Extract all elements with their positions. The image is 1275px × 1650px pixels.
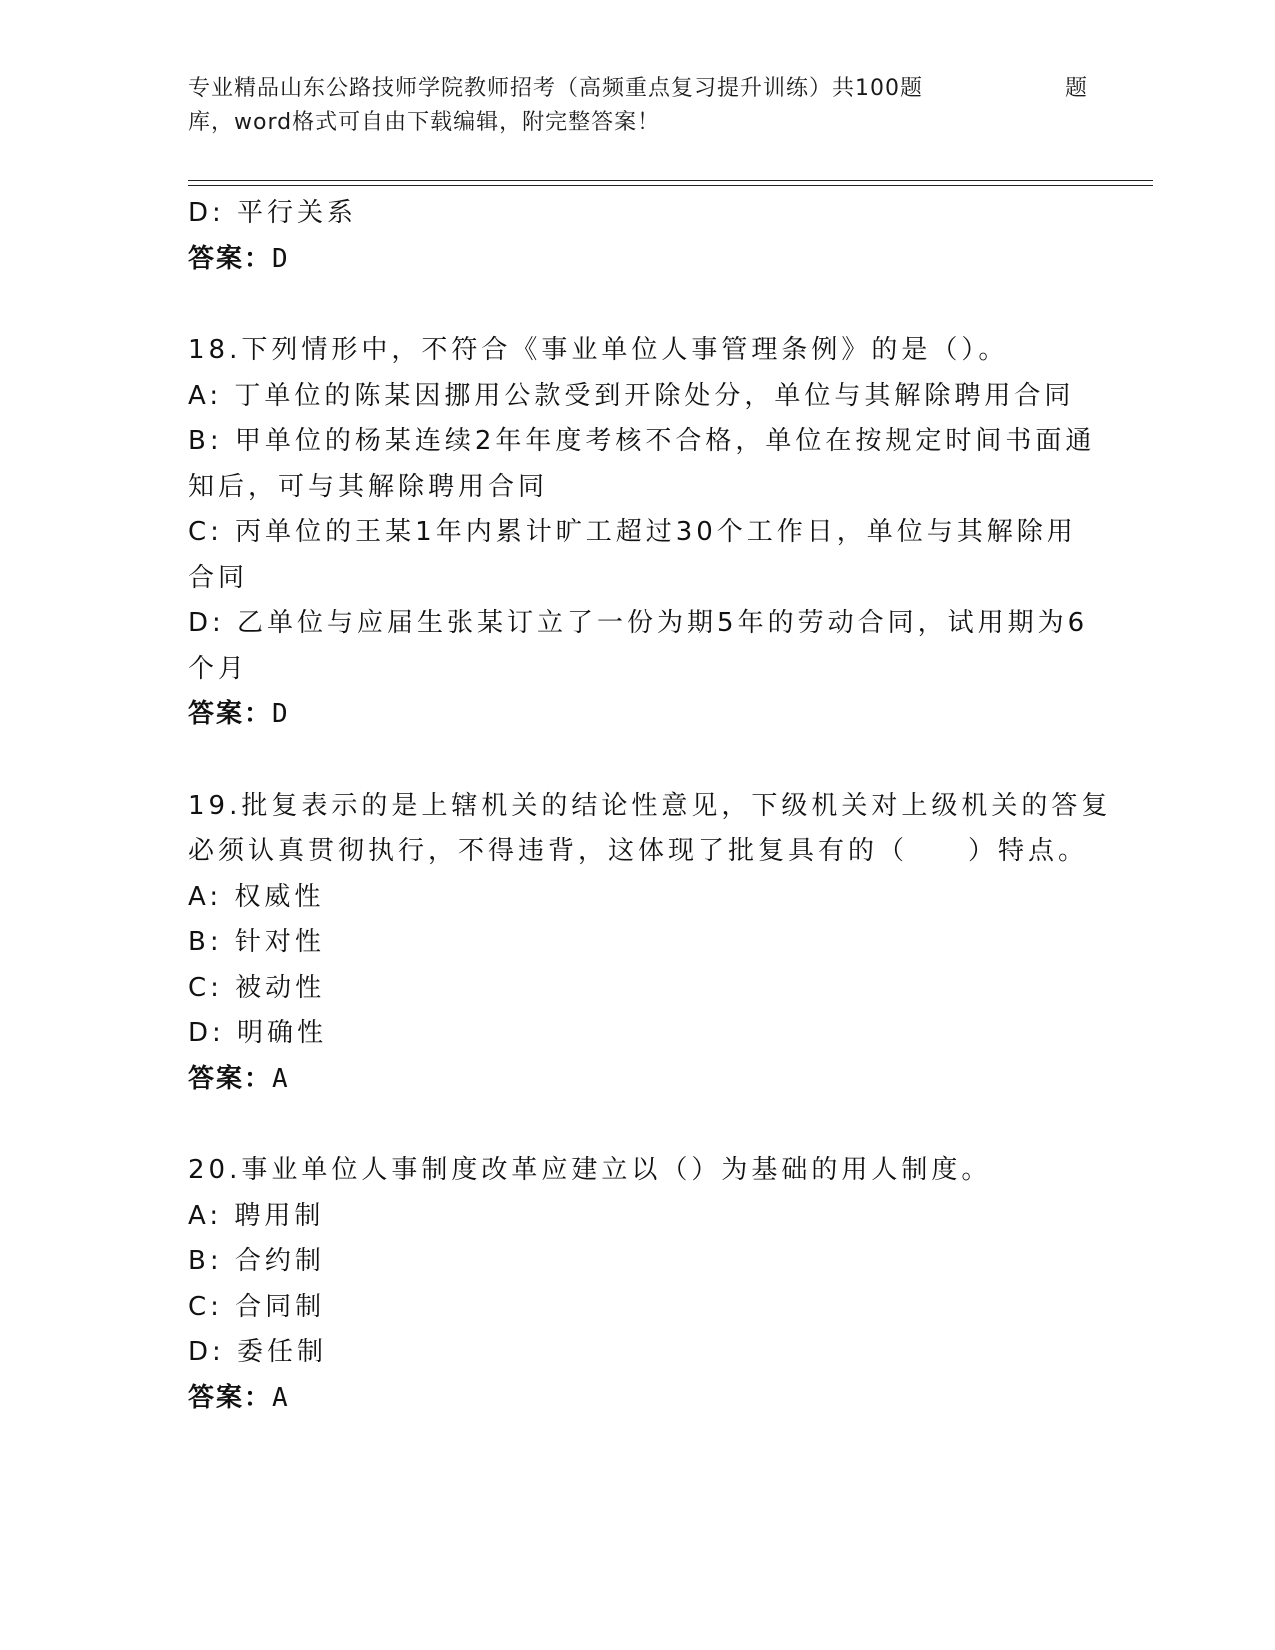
option-c-continued: 合同 <box>188 562 249 593</box>
question-text: 18.下列情形中，不符合《事业单位人事管理条例》的是（）。 <box>188 335 1009 365</box>
answer-line <box>188 1376 1088 1422</box>
answer-value: A <box>272 1063 290 1094</box>
option-a: A: 权威性 <box>188 881 325 912</box>
option-c: C: 合同制 <box>188 1291 326 1322</box>
question-text: 19.批复表示的是上辖机关的结论性意见，下级机关对上级机关的答复 <box>188 790 1112 821</box>
question-19 <box>188 784 1112 1103</box>
answer-line <box>188 237 1088 283</box>
answer-label: 答案： <box>188 1063 273 1094</box>
option-d: D: 明确性 <box>188 1018 328 1048</box>
answer-line <box>188 692 1088 738</box>
answer-label: 答案： <box>188 699 273 729</box>
answer-label: 答案： <box>188 243 273 274</box>
option-d-continued: 个月 <box>188 653 249 684</box>
option-b: B: 合约制 <box>188 1246 325 1276</box>
spacer <box>188 738 1088 784</box>
option-b: B: 针对性 <box>188 927 325 957</box>
answer-value: D <box>272 243 290 274</box>
question-18 <box>188 328 1096 738</box>
spacer <box>188 282 1088 328</box>
document-body <box>188 191 1112 1421</box>
option-d: D: 委任制 <box>188 1337 328 1367</box>
option-c: C: 丙单位的王某1年内累计旷工超过30个工作日，单位与其解除用 <box>188 517 1077 547</box>
header-title-wrap: 题 <box>1064 76 1088 101</box>
question-17-tail <box>188 191 1088 282</box>
option-d: D: 平行关系 <box>188 198 358 228</box>
question-text: 20.事业单位人事制度改革应建立以（）为基础的用人制度。 <box>188 1155 992 1185</box>
header-title: 专业精品山东公路技师学院教师招考（高频重点复习提升训练）共100题 <box>188 76 923 101</box>
answer-line <box>188 1057 1088 1103</box>
answer-value: A <box>272 1382 290 1413</box>
spacer <box>188 1102 1088 1148</box>
option-b: B: 甲单位的杨某连续2年年度考核不合格，单位在按规定时间书面通 <box>188 426 1096 456</box>
option-d: D: 乙单位与应届生张某订立了一份为期5年的劳动合同，试用期为6 <box>188 608 1089 638</box>
option-b-continued: 知后，可与其解除聘用合同 <box>188 471 549 502</box>
option-a: A: 聘用制 <box>188 1200 325 1231</box>
header-line-1 <box>188 72 1088 106</box>
header-rule-top <box>188 180 1153 181</box>
page-header <box>188 72 1088 140</box>
answer-value: D <box>272 699 290 729</box>
option-a: A: 丁单位的陈某因挪用公款受到开除处分，单位与其解除聘用合同 <box>188 380 1075 411</box>
answer-label: 答案： <box>188 1382 273 1413</box>
header-line-2: 库，word格式可自由下载编辑，附完整答案！ <box>188 110 661 135</box>
header-rule-bottom <box>188 185 1153 186</box>
question-20 <box>188 1148 1088 1421</box>
option-c: C: 被动性 <box>188 972 326 1003</box>
question-text-continued: 必须认真贯彻执行，不得违背，这体现了批复具有的（ ）特点。 <box>188 836 1089 866</box>
